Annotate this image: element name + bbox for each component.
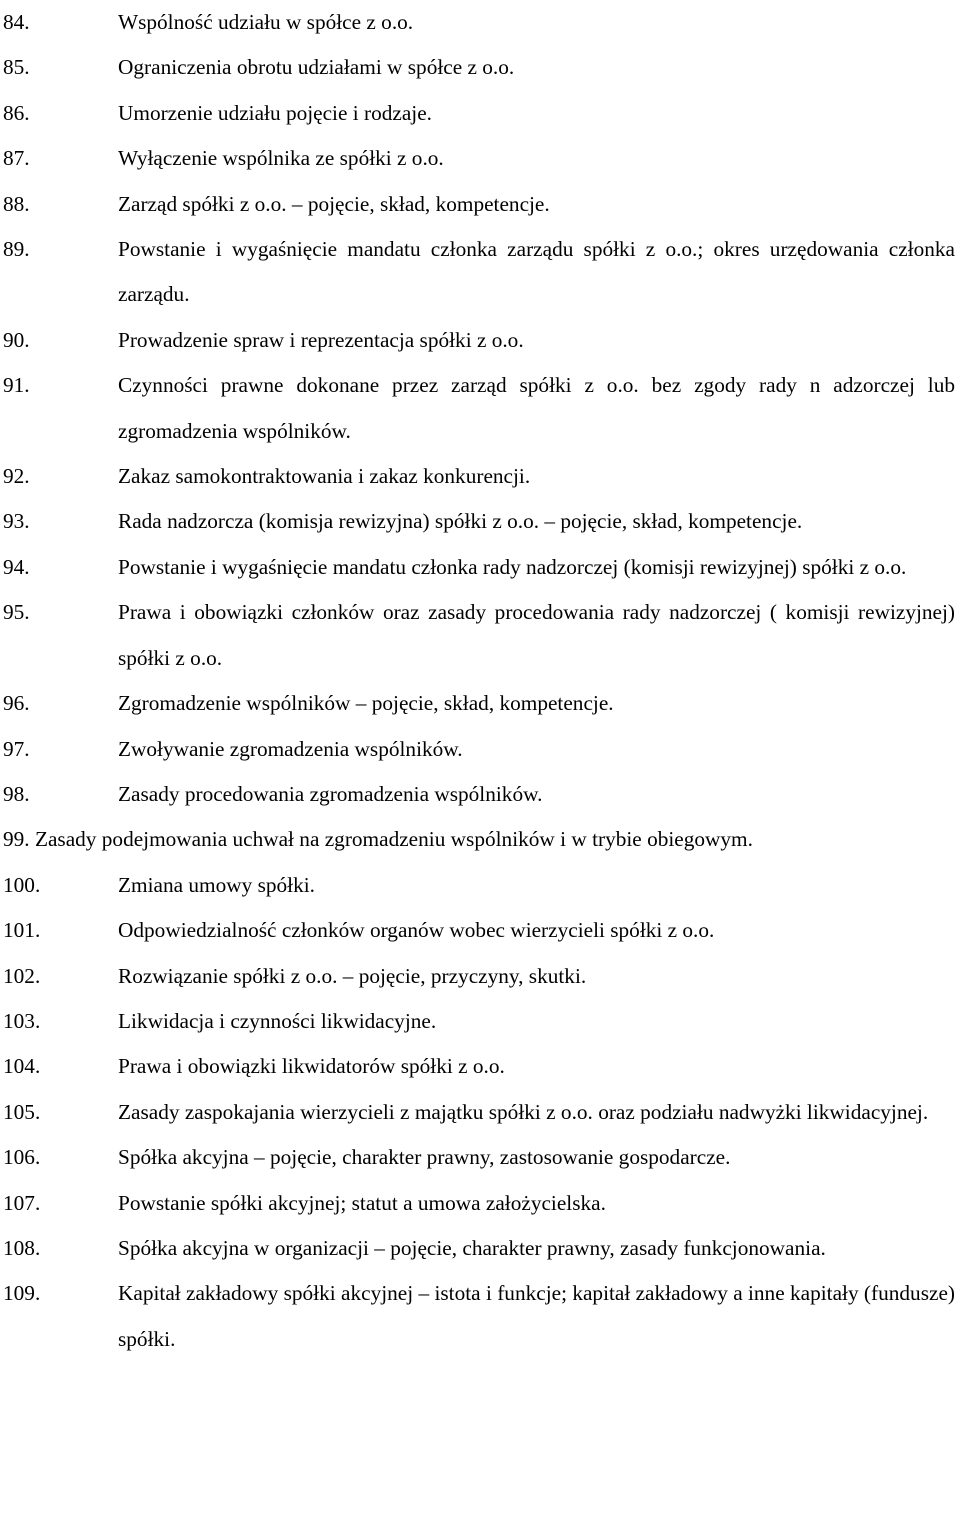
item-number: 95.	[3, 600, 30, 625]
item-number: 104.	[3, 1054, 41, 1079]
list-item	[0, 908, 960, 953]
list-item	[0, 681, 960, 726]
list-item	[0, 0, 960, 45]
item-text: Zgromadzenie wspólników – pojęcie, skład, kompetencje.	[118, 691, 614, 716]
item-text: Wyłączenie wspólnika ze spółki z o.o.	[118, 146, 444, 171]
list-item	[0, 1135, 960, 1180]
list-item	[0, 91, 960, 136]
item-text: Prowadzenie spraw i reprezentacja spółki z o.o.	[118, 327, 524, 352]
item-text: Powstanie i wygaśnięcie mandatu członka zarządu spółki z o.o.; okres urzędowania członka zarządu.	[118, 237, 955, 307]
item-text: Zakaz samokontraktowania i zakaz konkurencji.	[118, 464, 531, 489]
item-number: 109.	[3, 1281, 41, 1306]
item-text: Prawa i obowiązki likwidatorów spółki z o.o.	[118, 1054, 505, 1079]
list-item	[0, 999, 960, 1044]
item-text: Rada nadzorcza (komisja rewizyjna) spółki z o.o. – pojęcie, skład, kompetencje.	[118, 509, 803, 534]
item-text: Powstanie spółki akcyjnej; statut a umowa założycielska.	[118, 1190, 606, 1215]
list-item	[0, 1271, 960, 1362]
list-item	[0, 863, 960, 908]
list-item	[0, 545, 960, 590]
list-item	[0, 1044, 960, 1089]
item-text: Kapitał zakładowy spółki akcyjnej – istota i funkcje; kapitał zakładowy a inne kapitały (fundusze) spółki.	[118, 1281, 955, 1351]
item-text: Odpowiedzialność członków organów wobec wierzycieli spółki z o.o.	[118, 918, 715, 943]
item-text: Umorzenie udziału pojęcie i rodzaje.	[118, 100, 432, 125]
item-text: Spółka akcyjna – pojęcie, charakter prawny, zastosowanie gospodarcze.	[118, 1145, 731, 1170]
item-text: Zarząd spółki z o.o. – pojęcie, skład, kompetencje.	[118, 191, 550, 216]
item-number: 86.	[3, 100, 30, 125]
item-number: 91.	[3, 373, 30, 398]
item-text: Prawa i obowiązki członków oraz zasady procedowania rady nadzorczej ( komisji rewizyjnej) spółki z o.o.	[118, 600, 955, 670]
item-number: 108.	[3, 1235, 41, 1260]
item-number: 93.	[3, 509, 30, 534]
item-text: Powstanie i wygaśnięcie mandatu członka rady nadzorczej (komisji rewizyjnej) spółki z o.o.	[118, 554, 907, 579]
item-number: 101.	[3, 918, 41, 943]
item-number: 87.	[3, 146, 30, 171]
item-text: Czynności prawne dokonane przez zarząd spółki z o.o. bez zgody rady n adzorczej lub zgromadzenia wspólników.	[118, 373, 955, 443]
item-number: 103.	[3, 1008, 41, 1033]
item-text: Ograniczenia obrotu udziałami w spółce z o.o.	[118, 55, 515, 80]
list-item	[0, 590, 960, 681]
list-item	[0, 318, 960, 363]
item-text: Zwoływanie zgromadzenia wspólników.	[118, 736, 463, 761]
item-number: 96.	[3, 691, 30, 716]
item-number: 88.	[3, 191, 30, 216]
list-item	[0, 954, 960, 999]
item-text: 99. Zasady podejmowania uchwał na zgromadzeniu wspólników i w trybie obiegowym.	[3, 827, 753, 852]
item-text: Zasady zaspokajania wierzycieli z majątku spółki z o.o. oraz podziału nadwyżki likwidacyjnej.	[118, 1099, 929, 1124]
item-text: Spółka akcyjna w organizacji – pojęcie, charakter prawny, zasady funkcjonowania.	[118, 1235, 826, 1260]
item-number: 85.	[3, 55, 30, 80]
list-item	[0, 182, 960, 227]
item-number: 98.	[3, 781, 30, 806]
item-number: 92.	[3, 464, 30, 489]
item-number: 97.	[3, 736, 30, 761]
list-item	[0, 1181, 960, 1226]
list-item	[0, 817, 960, 862]
list-item	[0, 727, 960, 772]
item-number: 90.	[3, 327, 30, 352]
item-number: 107.	[3, 1190, 41, 1215]
item-number: 89.	[3, 237, 30, 262]
item-number: 94.	[3, 554, 30, 579]
item-text: Zasady procedowania zgromadzenia wspólników.	[118, 781, 543, 806]
item-text: Likwidacja i czynności likwidacyjne.	[118, 1008, 437, 1033]
item-number: 106.	[3, 1145, 41, 1170]
item-number: 84.	[3, 10, 30, 34]
item-number: 100.	[3, 872, 41, 897]
item-text: Wspólność udziału w spółce z o.o.	[118, 10, 414, 34]
list-item	[0, 363, 960, 454]
list-item	[0, 227, 960, 318]
list-item	[0, 454, 960, 499]
list-item	[0, 45, 960, 90]
item-text: Rozwiązanie spółki z o.o. – pojęcie, przyczyny, skutki.	[118, 963, 587, 988]
item-number: 102.	[3, 963, 41, 988]
list-item	[0, 1226, 960, 1271]
item-number: 105.	[3, 1099, 41, 1124]
list-item	[0, 772, 960, 817]
list-item	[0, 136, 960, 181]
list-item	[0, 1090, 960, 1135]
item-text: Zmiana umowy spółki.	[118, 872, 315, 897]
list-item	[0, 499, 960, 544]
